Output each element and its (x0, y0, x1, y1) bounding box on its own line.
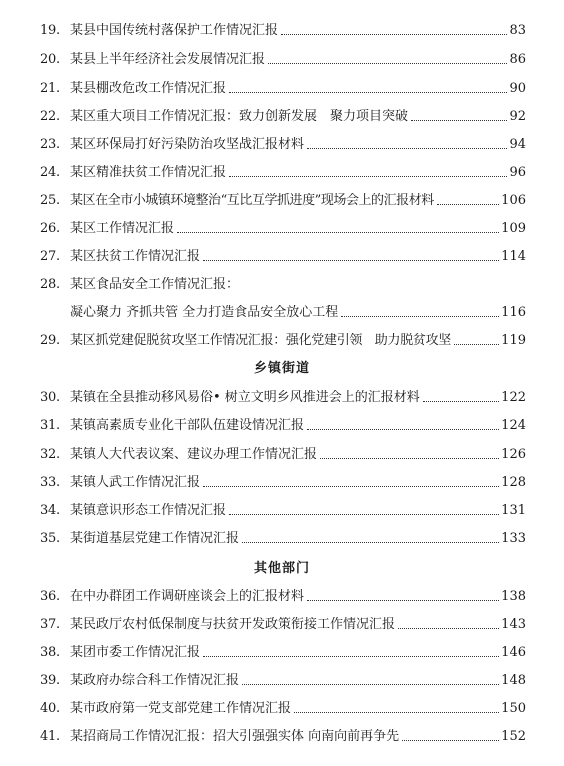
toc-entry-19[interactable] (40, 23, 526, 39)
entry-title: 某团市委工作情况汇报 (70, 645, 201, 660)
entry-page-number: 150 (501, 701, 526, 716)
dot-leader (203, 260, 499, 261)
dot-leader (229, 514, 499, 515)
entry-title: 某镇人武工作情况汇报 (70, 475, 201, 490)
dot-leader (307, 429, 499, 430)
entry-title: 某镇意识形态工作情况汇报 (70, 503, 227, 518)
entry-number: 20. (40, 52, 60, 67)
entry-page-number: 152 (501, 729, 526, 744)
entry-title: 某市政府第一党支部党建工作情况汇报 (70, 701, 292, 716)
entry-number: 19. (40, 23, 60, 38)
entry-page-number: 114 (501, 249, 526, 264)
entry-page-number: 128 (501, 475, 526, 490)
entry-number: 30. (40, 390, 60, 405)
toc-entry-29[interactable] (40, 333, 526, 349)
entry-title: 凝心聚力 齐抓共管 全力打造食品安全放心工程 (70, 305, 339, 320)
section-heading-towns: 乡镇街道 (253, 361, 310, 376)
entry-title: 某招商局工作情况汇报：招大引强强实体 向南向前再争先 (70, 729, 400, 744)
dot-leader (268, 63, 507, 64)
entry-page-number: 146 (501, 645, 526, 660)
entry-title: 某区工作情况汇报 (70, 221, 175, 236)
entry-page-number: 83 (509, 23, 526, 38)
entry-number: 33. (40, 475, 60, 490)
entry-title: 某镇高素质专业化干部队伍建设情况汇报 (70, 418, 305, 433)
dot-leader (294, 712, 499, 713)
entry-page-number: 96 (509, 165, 526, 180)
dot-leader (437, 204, 499, 205)
entry-number: 36. (40, 589, 60, 604)
entry-number: 28. (40, 277, 60, 292)
toc-entry-22[interactable] (40, 109, 526, 125)
entry-title: 某区在全市小城镇环境整治“互比互学抓进度”现场会上的汇报材料 (70, 193, 434, 208)
entry-number: 39. (40, 673, 60, 688)
entry-page-number: 138 (501, 589, 526, 604)
dot-leader (203, 486, 499, 487)
entry-title: 某镇人大代表议案、建议办理工作情况汇报 (70, 447, 318, 462)
entry-page-number: 126 (501, 447, 526, 462)
dot-leader (281, 34, 507, 35)
entry-title: 某区环保局打好污染防治攻坚战汇报材料 (70, 137, 305, 152)
entry-number: 32. (40, 447, 60, 462)
dot-leader (320, 458, 499, 459)
dot-leader (398, 628, 499, 629)
dot-leader (242, 684, 499, 685)
entry-title: 某县上半年经济社会发展情况汇报 (70, 52, 266, 67)
toc-entry-28[interactable] (40, 277, 526, 293)
entry-number: 26. (40, 221, 60, 236)
toc-entry-26[interactable] (40, 221, 526, 237)
entry-page-number: 119 (501, 333, 526, 348)
dot-leader (177, 232, 499, 233)
entry-number: 34. (40, 503, 60, 518)
entry-title: 某政府办综合科工作情况汇报 (70, 673, 240, 688)
entry-number: 41. (40, 729, 60, 744)
entry-page-number: 90 (509, 81, 526, 96)
entry-number: 27. (40, 249, 60, 264)
entry-page-number: 86 (509, 52, 526, 67)
toc-entry-32[interactable] (40, 447, 526, 463)
dot-leader (203, 656, 499, 657)
dot-leader (229, 176, 507, 177)
dot-leader (402, 740, 499, 741)
entry-number: 25. (40, 193, 60, 208)
entry-title: 某区扶贫工作情况汇报 (70, 249, 201, 264)
entry-title: 某区抓党建促脱贫攻坚工作情况汇报：强化党建引领 助力脱贫攻坚 (70, 333, 452, 348)
toc-entry-21[interactable] (40, 81, 526, 97)
entry-title: 某镇在全县推动移风易俗• 树立文明乡风推进会上的汇报材料 (70, 390, 420, 405)
entry-page-number: 131 (501, 503, 526, 518)
toc-entry-33[interactable] (40, 475, 526, 491)
entry-number: 40. (40, 701, 60, 716)
toc-entry-39[interactable] (40, 673, 526, 689)
entry-title: 某县中国传统村落保护工作情况汇报 (70, 23, 279, 38)
toc-entry-27[interactable] (40, 249, 526, 265)
entry-number: 37. (40, 617, 60, 632)
entry-title: 某县棚改危改工作情况汇报 (70, 81, 227, 96)
toc-entry-31[interactable] (40, 418, 526, 434)
toc-entry-30[interactable] (40, 390, 526, 406)
entry-number: 35. (40, 531, 60, 546)
toc-entry-24[interactable] (40, 165, 526, 181)
toc-entry-34[interactable] (40, 503, 526, 519)
entry-number: 24. (40, 165, 60, 180)
entry-page-number: 143 (501, 617, 526, 632)
entry-number: 21. (40, 81, 60, 96)
section-heading-other-departments: 其他部门 (253, 561, 310, 576)
toc-entry-25[interactable] (40, 193, 526, 209)
entry-page-number: 92 (509, 109, 526, 124)
entry-title: 在中办群团工作调研座谈会上的汇报材料 (70, 589, 305, 604)
toc-entry-28-continued[interactable] (70, 305, 526, 321)
dot-leader (423, 401, 499, 402)
entry-page-number: 109 (501, 221, 526, 236)
entry-number: 22. (40, 109, 60, 124)
entry-number: 29. (40, 333, 60, 348)
entry-page-number: 122 (501, 390, 526, 405)
entry-title: 某街道基层党建工作情况汇报 (70, 531, 240, 546)
entry-number: 38. (40, 645, 60, 660)
dot-leader (307, 148, 507, 149)
entry-page-number: 116 (501, 305, 526, 320)
toc-entry-37[interactable] (40, 617, 526, 633)
dot-leader (229, 92, 507, 93)
entry-number: 23. (40, 137, 60, 152)
entry-title: 某区重大项目工作情况汇报：致力创新发展 聚力项目突破 (70, 109, 409, 124)
toc-entry-36[interactable] (40, 589, 526, 605)
dot-leader (307, 600, 499, 601)
entry-title: 某区食品安全工作情况汇报： (70, 277, 240, 292)
toc-entry-35[interactable] (40, 531, 526, 547)
dot-leader (341, 316, 499, 317)
entry-title: 某民政厅农村低保制度与扶贫开发政策衔接工作情况汇报 (70, 617, 396, 632)
dot-leader (411, 120, 507, 121)
toc-entry-23[interactable] (40, 137, 526, 153)
entry-page-number: 124 (501, 418, 526, 433)
entry-page-number: 148 (501, 673, 526, 688)
entry-page-number: 106 (501, 193, 526, 208)
toc-entry-38[interactable] (40, 645, 526, 661)
dot-leader (454, 344, 499, 345)
toc-entry-40[interactable] (40, 701, 526, 717)
entry-title: 某区精准扶贫工作情况汇报 (70, 165, 227, 180)
entry-page-number: 94 (509, 137, 526, 152)
entry-number: 31. (40, 418, 60, 433)
toc-entry-20[interactable] (40, 52, 526, 68)
dot-leader (242, 542, 499, 543)
toc-entry-41[interactable] (40, 729, 526, 745)
entry-page-number: 133 (501, 531, 526, 546)
